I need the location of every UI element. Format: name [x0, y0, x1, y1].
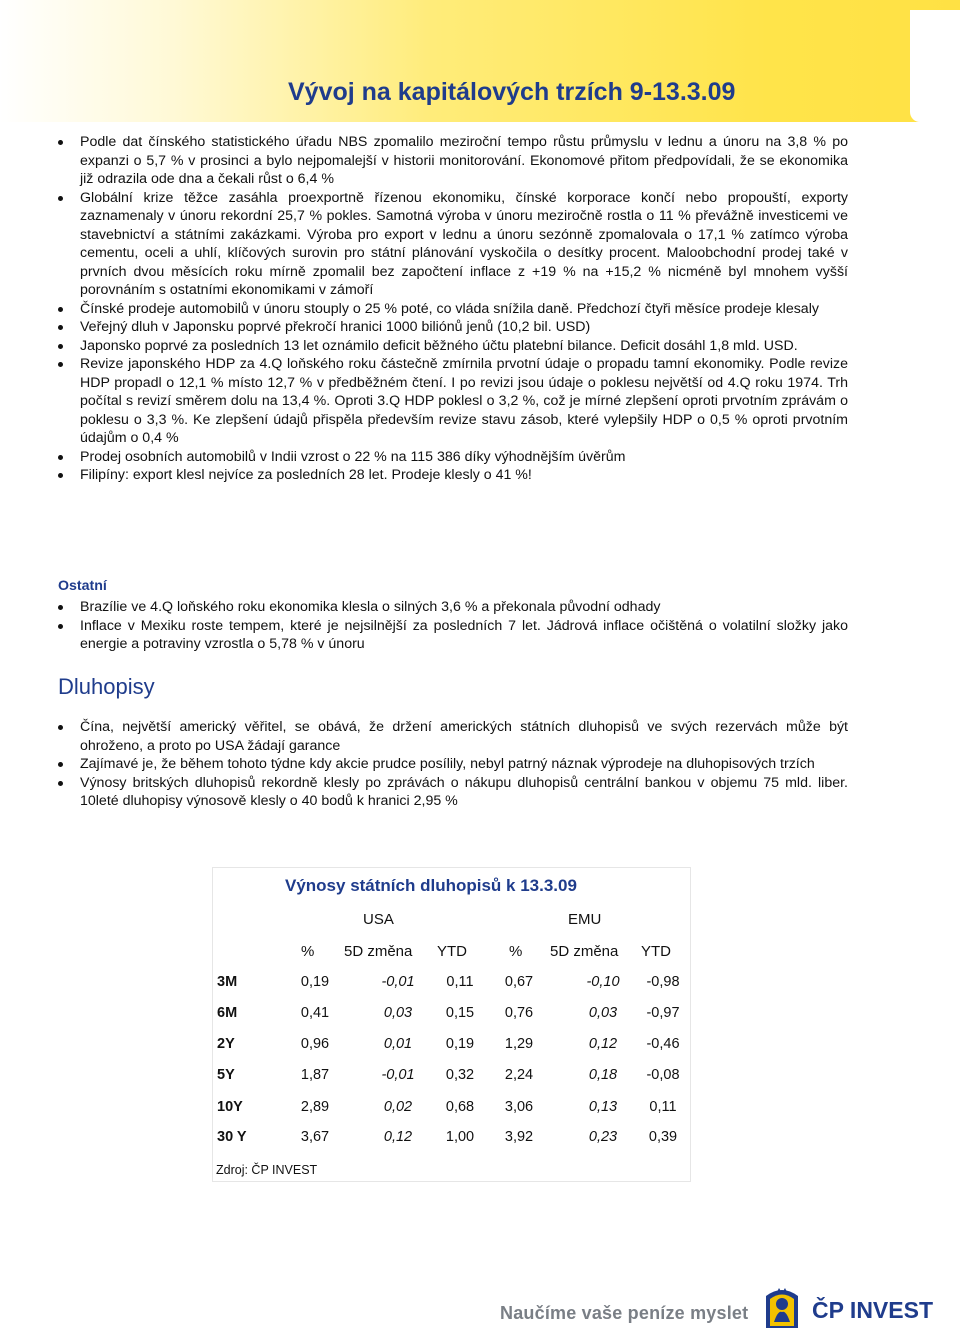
column-header: %: [509, 943, 523, 960]
table-cell: 0,76: [504, 1005, 534, 1021]
table-cell: 0,03: [588, 1005, 618, 1021]
table-cell: 1,29: [504, 1036, 534, 1052]
list-item: Podle dat čínského statistického úřadu NBS zpomalilo meziroční tempo růstu průmyslu v lednu a únoru na 3,8 % po expanzi o 5,7 % v prosinci a bylo nejpomalejší v historii monitorování. Ekonomové přitom předpovídali, že se ekonomika již odrazila ode dna a čekali růst o 6,4 %: [58, 133, 848, 189]
column-header: 5D změna: [550, 943, 619, 960]
table-cell: 0,41: [300, 1005, 330, 1021]
table-cell: 2,24: [504, 1067, 534, 1083]
news-bullet-list: [58, 133, 848, 485]
table-cell: 0,11: [649, 1099, 677, 1115]
table-cell: 0,18: [588, 1067, 618, 1083]
column-header: YTD: [437, 943, 467, 960]
table-cell: 0,12: [383, 1129, 413, 1145]
list-item: Čínské prodeje automobilů v únoru stouply o 25 % poté, co vláda snížila daně. Předchozí čtyři měsíce prodeje klesaly: [58, 300, 848, 319]
table-cell: 0,03: [383, 1005, 413, 1021]
table-cell: -0,97: [646, 1005, 680, 1021]
table-title: Výnosy státních dluhopisů k 13.3.09: [285, 876, 577, 895]
table-cell: 0,23: [588, 1129, 618, 1145]
row-label: 30 Y: [217, 1129, 247, 1145]
table-cell: 3,06: [504, 1099, 534, 1115]
dluhopisy-bullet-list: [58, 718, 848, 811]
table-cell: 3,67: [300, 1129, 330, 1145]
table-cell: 0,19: [300, 974, 330, 990]
group-header-emu: EMU: [568, 911, 602, 928]
lion-crest-icon: [756, 1282, 808, 1332]
table-cell: 0,67: [504, 974, 534, 990]
table-cell: 0,32: [445, 1067, 475, 1083]
table-cell: -0,08: [646, 1067, 680, 1083]
list-item: Výnosy britských dluhopisů rekordně klesly po zprávách o nákupu dluhopisů centrální bankou v objemu 75 mld. liber. 10leté dluhopisy výnosově klesly o 40 bodů k hranici 2,95 %: [58, 774, 848, 811]
row-label: 10Y: [217, 1099, 243, 1115]
table-cell: 0,39: [648, 1129, 678, 1145]
table-source: Zdroj: ČP INVEST: [216, 1163, 318, 1177]
ostatni-section: [58, 598, 848, 654]
table-cell: 0,96: [300, 1036, 330, 1052]
list-item: Čína, největší americký věřitel, se obává, že držení amerických státních dluhopisů ve svých rezervách může být ohroženo, a proto po USA žádají garance: [58, 718, 848, 755]
list-item: Prodej osobních automobilů v Indii vzrost o 22 % na 115 386 díky výhodnějším úvěrům: [58, 448, 848, 467]
row-label: 5Y: [217, 1067, 235, 1083]
list-item: Globální krize těžce zasáhla proexportně řízenou ekonomiku, čínské korporace končí nebo propouští, exporty zaznamenaly v únoru rekordní 25,7 % pokles. Samotná výroba v únoru meziročně rostla o 11 % převážně investicemi ve stavebnictví a státními zakázkami. Výroba pro export v lednu a únoru sezónně zpomalovala o 17,1 % zatímco výroba cementu, oceli a uhlí, klíčových surovin pro státní plánování vyskočila o desítky procent. Maloobchodní prodej také v prvních dvou měsících roku mírně zpomalil bez započtení inflace z +19 % na +15,2 % nicméně byl mnohem vyšší porovnáním s ostatními ekonomikami v zámoří: [58, 189, 848, 300]
column-header: %: [301, 943, 315, 960]
company-logo-text: ČP INVEST: [812, 1297, 933, 1323]
table-cell: 0,68: [445, 1099, 475, 1115]
table-cell: -0,46: [646, 1036, 680, 1052]
table-cell: 0,01: [383, 1036, 413, 1052]
table-cell: 0,13: [588, 1099, 618, 1115]
row-label: 2Y: [217, 1036, 235, 1052]
table-cell: 2,89: [300, 1099, 330, 1115]
bond-yield-table: [213, 868, 690, 1181]
table-cell: -0,98: [646, 974, 680, 990]
table-cell: 0,19: [445, 1036, 475, 1052]
dluhopisy-heading: Dluhopisy: [58, 674, 155, 699]
row-label: 3M: [217, 974, 238, 990]
list-item: Brazílie ve 4.Q loňského roku ekonomika klesla o silných 3,6 % a překonala původní odhady: [58, 598, 848, 617]
list-item: Revize japonského HDP za 4.Q loňského roku částečně zmírnila prvotní údaje o propadu tamní ekonomiky. Podle revize HDP propadl o 12,1 % místo 12,7 % v předběžném čtení. I po revizi jsou údaje o poklesu největší od 4.Q roku 1974. Trh počítal s revizí směrem dolu na 13,4 %. Oproti 3.Q HDP poklesl o 3,2 %, což je mírné zlepšení oproti prvotním zprávám o poklesu o 3,3 %. Ke zlepšení údajů přispěla především revize stavu zásob, které vylepšily HDP o 0,5 % oproti prvotním údajům o 0,4 %: [58, 355, 848, 448]
footer-tagline: Naučíme vaše peníze myslet: [500, 1303, 749, 1323]
list-item: Filipíny: export klesl nejvíce za posledních 28 let. Prodeje klesly o 41 %!: [58, 466, 848, 485]
column-header: YTD: [641, 943, 671, 960]
table-cell: 0,15: [445, 1005, 475, 1021]
ostatni-bullet-list: [58, 598, 848, 654]
table-cell: 1,87: [300, 1067, 330, 1083]
dluhopisy-section: [58, 718, 848, 811]
table-cell: 0,11: [446, 974, 474, 990]
page-title: Vývoj na kapitálových trzích 9-13.3.09: [288, 78, 736, 106]
row-label: 6M: [217, 1005, 238, 1021]
list-item: Japonsko poprvé za posledních 13 let oznámilo deficit běžného účtu platební bilance. Deficit dosáhl 1,8 mld. USD.: [58, 337, 848, 356]
list-item: Inflace v Mexiku roste tempem, které je nejsilnější za posledních 7 let. Jádrová inflace očištěná o volatilní složky jako energie a potraviny vzrostla o 5,78 % v únoru: [58, 617, 848, 654]
table-cell: 3,92: [504, 1129, 534, 1145]
list-item: Veřejný dluh v Japonsku poprvé překročí hranici 1000 biliónů jenů (10,2 bil. USD): [58, 318, 848, 337]
header-band-corner: [910, 10, 960, 122]
table-cell: 0,02: [383, 1099, 413, 1115]
list-item: Zajímavé je, že během tohoto týdne kdy akcie prudce posílily, nebyl patrný náznak výprodeje na dluhopisových trzích: [58, 755, 848, 774]
ostatni-heading: Ostatní: [58, 578, 107, 594]
news-section: [58, 133, 848, 485]
table-cell: 1,00: [445, 1129, 475, 1145]
group-header-usa: USA: [363, 911, 394, 928]
table-cell: -0,10: [586, 974, 620, 990]
table-cell: -0,01: [381, 974, 415, 990]
table-cell: 0,12: [588, 1036, 618, 1052]
column-header: 5D změna: [344, 943, 413, 960]
table-cell: -0,01: [381, 1067, 415, 1083]
